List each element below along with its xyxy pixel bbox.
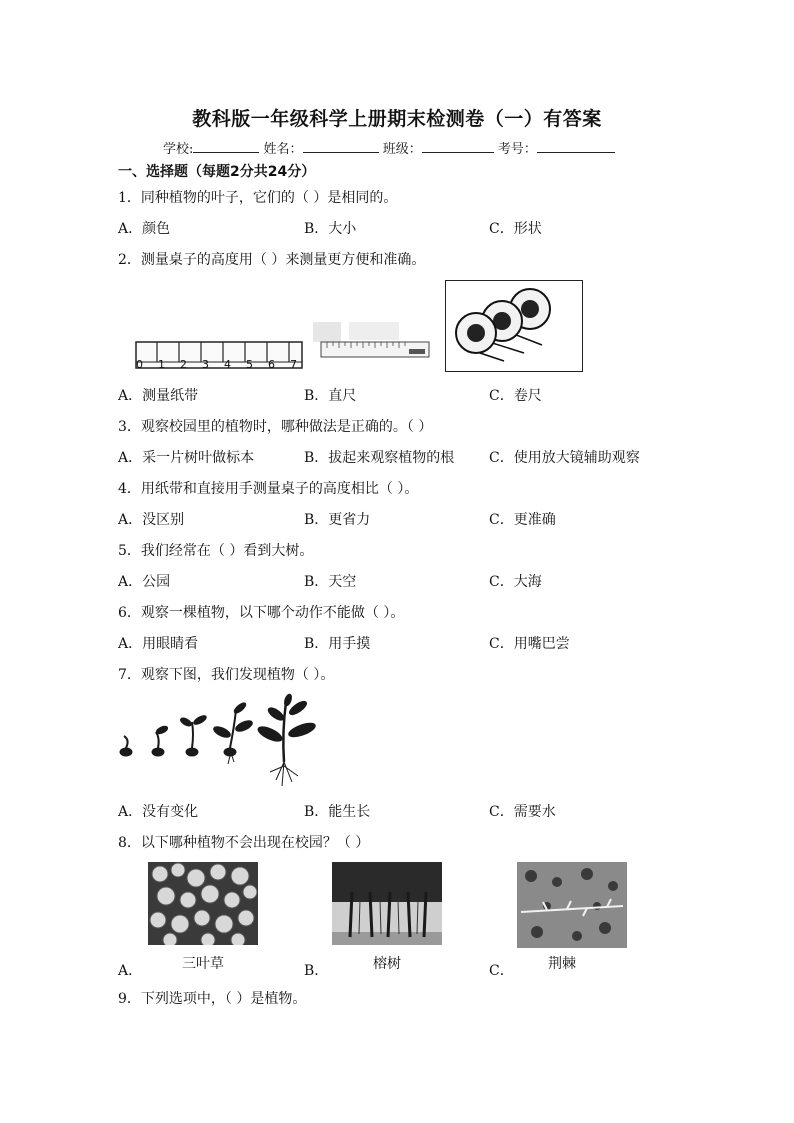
number-label: 考号： <box>497 142 537 157</box>
thorn-bush-image <box>517 862 627 948</box>
q2-option-b[interactable]: B．直尺 <box>304 388 357 404</box>
q4-option-c[interactable]: C．更准确 <box>489 512 556 528</box>
strip-digit: 6 <box>268 358 275 371</box>
ruler-image <box>313 322 431 362</box>
q4-option-a[interactable]: A．没区别 <box>118 512 185 528</box>
q6-option-c[interactable]: C．用嘴巴尝 <box>489 636 570 652</box>
q4-option-b[interactable]: B．更省力 <box>304 512 371 528</box>
q6-option-a[interactable]: A．用眼睛看 <box>118 636 199 652</box>
name-label: 姓名： <box>263 142 303 157</box>
school-label: 学校: <box>163 142 194 157</box>
student-info-line <box>163 138 615 157</box>
q2-option-c[interactable]: C．卷尺 <box>489 388 542 404</box>
q8-option-b[interactable]: B． <box>304 963 329 979</box>
question-9: 9．下列选项中，（ ）是植物。 <box>118 991 307 1007</box>
question-6: 6．观察一棵植物，以下哪个动作不能做（ ）。 <box>118 605 405 621</box>
question-3: 3．观察校园里的植物时，哪种做法是正确的。（ ） <box>118 419 433 435</box>
q2-option-a[interactable]: A．测量纸带 <box>118 388 199 404</box>
q7-option-a[interactable]: A．没有变化 <box>118 804 199 820</box>
q3-option-c[interactable]: C．使用放大镜辅助观察 <box>489 450 640 466</box>
q7-option-c[interactable]: C．需要水 <box>489 804 556 820</box>
question-8: 8．以下哪种植物不会出现在校园？（ ） <box>118 835 370 851</box>
q3-option-a[interactable]: A．采一片树叶做标本 <box>118 450 255 466</box>
q8-caption-banyan: 榕树 <box>373 956 401 972</box>
clover-image <box>148 862 258 945</box>
q3-option-b[interactable]: B．拔起来观察植物的根 <box>304 450 455 466</box>
q5-option-c[interactable]: C．大海 <box>489 574 542 590</box>
number-blank[interactable] <box>537 138 615 153</box>
class-label: 班级： <box>382 142 422 157</box>
q7-option-b[interactable]: B．能生长 <box>304 804 371 820</box>
strip-digit: 7 <box>290 358 297 371</box>
banyan-tree-image <box>332 862 442 945</box>
question-5: 5．我们经常在（ ）看到大树。 <box>118 543 314 559</box>
q1-option-a[interactable]: A．颜色 <box>118 221 171 237</box>
name-blank[interactable] <box>303 138 379 153</box>
strip-digit: 0 <box>136 358 143 371</box>
strip-digit: 5 <box>246 358 253 371</box>
question-1: 1．同种植物的叶子，它们的（ ）是相同的。 <box>118 190 398 206</box>
strip-digit: 2 <box>180 358 187 371</box>
q1-option-b[interactable]: B．大小 <box>304 221 357 237</box>
section-heading: 一、选择题（每题2分共24分） <box>118 164 316 180</box>
q8-option-c[interactable]: C． <box>489 963 514 979</box>
q6-option-b[interactable]: B．用手摸 <box>304 636 371 652</box>
plant-growth-image <box>116 692 326 788</box>
paper-strip-image <box>135 340 303 370</box>
tape-measure-image <box>445 280 583 372</box>
q8-option-a[interactable]: A． <box>118 963 143 979</box>
q5-option-a[interactable]: A．公园 <box>118 574 171 590</box>
page-title: 教科版一年级科学上册期末检测卷（一）有答案 <box>192 108 602 130</box>
question-2: 2．测量桌子的高度用（ ）来测量更方便和准确。 <box>118 252 426 268</box>
question-7: 7．观察下图，我们发现植物（ ）。 <box>118 667 335 683</box>
q5-option-b[interactable]: B．天空 <box>304 574 357 590</box>
question-4: 4．用纸带和直接用手测量桌子的高度相比（ ）。 <box>118 481 419 497</box>
strip-digit: 4 <box>224 358 231 371</box>
q1-option-c[interactable]: C．形状 <box>489 221 542 237</box>
q8-caption-clover: 三叶草 <box>182 956 224 972</box>
school-blank[interactable] <box>193 138 259 153</box>
strip-digit: 3 <box>202 358 209 371</box>
q8-caption-thorn: 荆棘 <box>548 956 576 972</box>
class-blank[interactable] <box>422 138 494 153</box>
strip-digit: 1 <box>158 358 165 371</box>
